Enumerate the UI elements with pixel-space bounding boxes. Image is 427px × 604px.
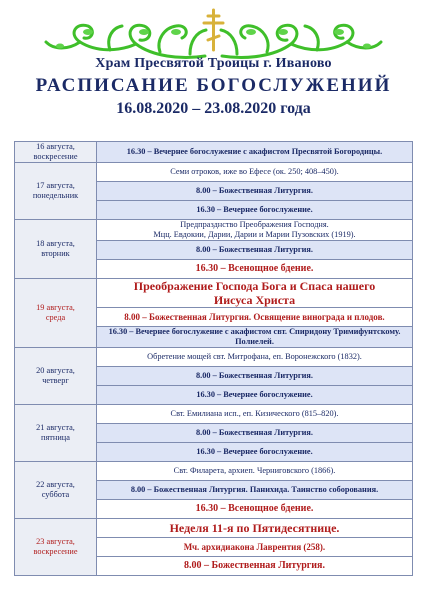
service-text: Свт. Емилиана исп., еп. Кизического (815–820). [170,409,339,418]
service-cell [97,500,413,519]
service-text: Неделя 11-я по Пятидесятнице. [169,521,340,535]
service-cell [97,519,413,538]
vine-ornament-left [46,25,206,57]
day-date-line: вторник [41,249,70,258]
service-text: Семи отроков, иже во Ефесе (ок. 250; 408–450). [170,167,339,176]
service-text: Полиелей. [235,337,274,346]
schedule-row [15,348,413,367]
service-text: 8.00 – Божественная Литургия. [184,560,325,571]
service-text: 16.30 – Вечернее богослужение. [196,447,313,456]
service-text: 8.00 – Божественная Литургия. Панихида. Таинство соборования. [130,485,379,494]
day-date-line: воскресение [33,152,78,161]
day-date-line: 23 августа, [36,537,75,546]
day-date-line: среда [45,313,66,322]
schedule-row [15,163,413,182]
service-cell [97,386,413,405]
day-date-line: 16 августа, [36,142,75,151]
service-text: 16.30 – Вечернее богослужение. [196,205,313,214]
service-cell [97,557,413,576]
page-title: РАСПИСАНИЕ БОГОСЛУЖЕНИЙ [35,75,392,96]
service-text: Мцц. Евдокии, Дарии, Дарии и Марии Пузовских (1919). [153,230,356,239]
ornament-header-decoration [40,6,387,62]
day-date-line: 20 августа, [36,366,75,375]
day-date-cell [15,348,97,405]
day-date-line: пятница [41,433,70,442]
service-cell [97,538,413,557]
service-cell [97,201,413,220]
service-cell [97,481,413,500]
service-cell [97,424,413,443]
service-text: Свт. Филарета, архиеп. Черниговского (1866). [173,466,336,475]
service-text: 8.00 – Божественная Литургия. Освящение винограда и плодов. [124,312,385,322]
schedule-row [15,220,413,241]
service-cell [97,260,413,279]
service-text: Обретение мощей свт. Митрофана, еп. Воронежского (1832). [147,352,362,361]
service-text: Предпразднство Преображения Господня. [180,220,329,229]
schedule-table [14,141,413,576]
service-text: 16.30 – Вечернее богослужение с акафистом свт. Спиридону Тримифунтскому. [108,327,401,336]
service-cell [97,182,413,201]
schedule-row [15,405,413,424]
service-text: Иисуса Христа [213,293,296,307]
day-date-line: 18 августа, [36,239,75,248]
day-date-line: 22 августа, [36,480,75,489]
service-text: Преображение Господа Бога и Спаса нашего [133,279,376,293]
day-date-cell [15,142,97,163]
day-date-cell [15,220,97,279]
schedule-body [15,142,413,576]
service-cell [97,163,413,182]
day-date-line: понедельник [32,191,79,200]
service-cell [97,405,413,424]
service-text: 16.30 – Вечернее богослужение с акафистом Пресвятой Богородицы. [126,147,383,156]
church-name: Храм Пресвятой Троицы г. Иваново [95,56,332,71]
service-cell [97,443,413,462]
day-date-line: 17 августа, [36,181,75,190]
day-date-cell [15,462,97,519]
service-cell [97,142,413,163]
day-date-cell [15,279,97,348]
service-text: 8.00 – Божественная Литургия. [196,371,313,380]
service-cell [97,327,413,348]
service-cell [97,348,413,367]
day-date-line: 19 августа, [36,303,75,312]
service-text: Мч. архидиакона Лаврентия (258). [183,542,326,552]
service-text: 16.30 – Всенощное бдение. [195,503,314,514]
service-cell [97,462,413,481]
vine-ornament-right [221,25,381,57]
schedule-row [15,142,413,163]
service-text: 8.00 – Божественная Литургия. [196,428,313,437]
day-date-line: четверг [42,376,69,385]
service-cell [97,308,413,327]
service-cell [97,367,413,386]
day-date-cell [15,519,97,576]
service-text: 8.00 – Божественная Литургия. [196,245,313,254]
day-date-line: воскресение [33,547,78,556]
page-header [0,55,427,118]
schedule-row [15,279,413,308]
service-text: 8.00 – Божественная Литургия. [196,186,313,195]
schedule-row [15,462,413,481]
service-cell [97,279,413,308]
service-cell [97,241,413,260]
service-cell [97,220,413,241]
schedule-row [15,519,413,538]
day-date-cell [15,405,97,462]
date-range: 16.08.2020 – 23.08.2020 года [116,100,311,117]
day-date-line: суббота [41,490,70,499]
day-date-cell [15,163,97,220]
service-text: 16.30 – Вечернее богослужение. [196,390,313,399]
day-date-line: 21 августа, [36,423,75,432]
service-text: 16.30 – Всенощное бдение. [195,263,314,274]
